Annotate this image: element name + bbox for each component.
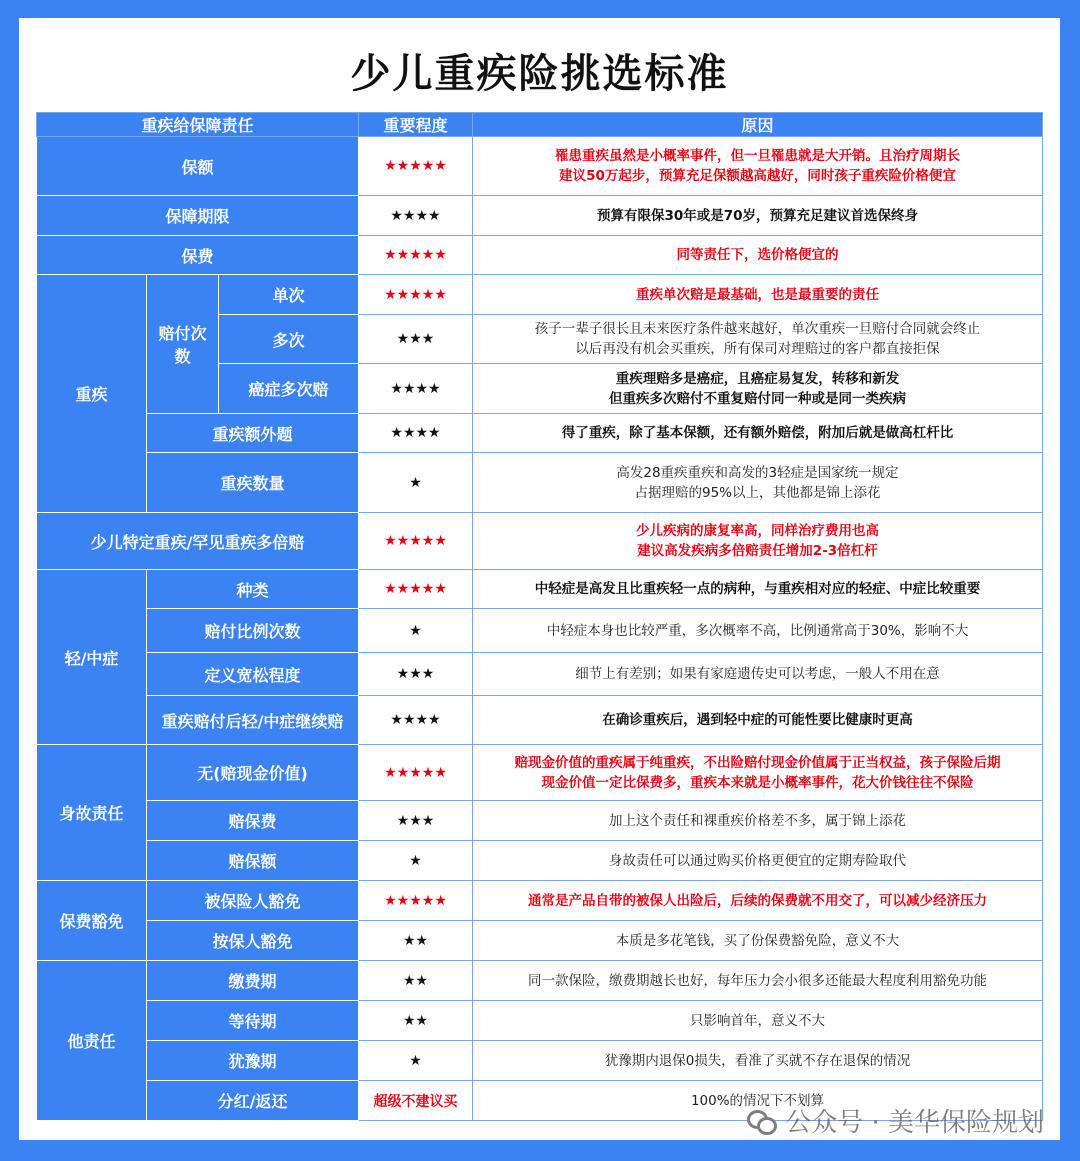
reason-text: 细节上有差别；如果有家庭遗传史可以考虑，一般人不用在意 <box>473 653 1043 696</box>
importance-stars: ★★★★★ <box>359 137 473 196</box>
row-label: 保额 <box>37 137 359 196</box>
table-header-row <box>37 113 1043 137</box>
row-label: 少儿特定重疾/罕见重疾多倍赔 <box>37 513 359 570</box>
row-label: 按保人豁免 <box>147 921 359 961</box>
table-row <box>37 961 1043 1001</box>
reason-text: 中轻症本身也比较严重，多次概率不高，比例通常高于30%，影响不大 <box>473 609 1043 653</box>
category-death-benefit: 身故责任 <box>37 745 147 881</box>
importance-stars: ★ <box>359 1041 473 1081</box>
importance-stars: ★ <box>359 841 473 881</box>
content-panel <box>19 18 1060 1140</box>
row-label: 赔付比例次数 <box>147 609 359 653</box>
criteria-table <box>36 112 1043 1121</box>
table-row <box>37 513 1043 570</box>
row-label: 种类 <box>147 570 359 609</box>
table-row <box>37 696 1043 745</box>
importance-stars: ★★ <box>359 1001 473 1041</box>
row-label: 被保险人豁免 <box>147 881 359 921</box>
table-row <box>37 570 1043 609</box>
table-row <box>37 841 1043 881</box>
row-label: 赔保费 <box>147 801 359 841</box>
importance-stars: ★★★★★ <box>359 236 473 275</box>
table-row <box>37 137 1043 196</box>
row-label: 保障期限 <box>37 196 359 236</box>
reason-text: 犹豫期内退保0损失，看准了买就不存在退保的情况 <box>473 1041 1043 1081</box>
table-row <box>37 653 1043 696</box>
category-premium-waiver: 保费豁免 <box>37 881 147 961</box>
row-label: 定义宽松程度 <box>147 653 359 696</box>
reason-text: 同一款保险，缴费期越长也好，每年压力会小很多还能最大程度利用豁免功能 <box>473 961 1043 1001</box>
table-row <box>37 801 1043 841</box>
reason-text: 孩子一辈子很长且未来医疗条件越来越好，单次重疾一旦赔付合同就会终止 以后再没有机会买重疾，所有保司对理赔过的客户都直接拒保 <box>473 315 1043 364</box>
page-title: 少儿重疾险挑选标准 <box>350 51 729 97</box>
importance-stars: ★ <box>359 453 473 513</box>
row-label: 保费 <box>37 236 359 275</box>
reason-text: 得了重疾，除了基本保额，还有额外赔偿，附加后就是做高杠杆比 <box>473 414 1043 453</box>
table-row <box>37 196 1043 236</box>
importance-stars: ★★★★★ <box>359 570 473 609</box>
subcategory-payout-times: 赔付次数 <box>147 275 219 414</box>
row-label: 无(赔现金价值) <box>147 745 359 801</box>
reason-text: 只影响首年，意义不大 <box>473 1001 1043 1041</box>
reason-text: 罹患重疾虽然是小概率事件，但一旦罹患就是大开销。且治疗周期长 建议50万起步，预算充足保额越高越好，同时孩子重疾险价格便宜 <box>473 137 1043 196</box>
reason-text: 预算有限保30年或是70岁，预算充足建议首选保终身 <box>473 196 1043 236</box>
importance-stars: ★★★ <box>359 315 473 364</box>
watermark <box>747 1102 1044 1139</box>
category-critical-illness: 重疾 <box>37 275 147 513</box>
reason-text: 在确诊重疾后，遇到轻中症的可能性要比健康时更高 <box>473 696 1043 745</box>
importance-stars: ★ <box>359 609 473 653</box>
row-label: 重疾赔付后轻/中症继续赔 <box>147 696 359 745</box>
row-label: 多次 <box>219 315 359 364</box>
importance-stars: ★★★★ <box>359 696 473 745</box>
importance-stars: ★★★★★ <box>359 745 473 801</box>
row-label: 等待期 <box>147 1001 359 1041</box>
row-label: 赔保额 <box>147 841 359 881</box>
table-row <box>37 236 1043 275</box>
table-row <box>37 1001 1043 1041</box>
reason-text: 同等责任下，选价格便宜的 <box>473 236 1043 275</box>
header-importance: 重要程度 <box>359 113 473 137</box>
reason-text: 重疾理赔多是癌症，且癌症易复发，转移和新发 但重疾多次赔付不重复赔付同一种或是同一类疾病 <box>473 364 1043 414</box>
table-row <box>37 609 1043 653</box>
reason-text: 赔现金价值的重疾属于纯重疾，不出险赔付现金价值属于正当权益，孩子保险后期 现金价值一定比保费多，重疾本来就是小概率事件，花大价钱往往不保险 <box>473 745 1043 801</box>
row-label: 重疾数量 <box>147 453 359 513</box>
importance-stars: ★★★★ <box>359 414 473 453</box>
header-responsibility: 重疾给保障责任 <box>37 113 359 137</box>
row-label: 癌症多次赔 <box>219 364 359 414</box>
reason-text: 重疾单次赔是最基础，也是最重要的责任 <box>473 275 1043 315</box>
watermark-text: 公众号 · 美华保险规划 <box>785 1108 1044 1138</box>
importance-stars: ★★★★★ <box>359 275 473 315</box>
row-label: 重疾额外题 <box>147 414 359 453</box>
wechat-icon <box>747 1108 777 1134</box>
importance-stars: ★★★ <box>359 801 473 841</box>
table-row <box>37 1041 1043 1081</box>
importance-stars: ★★★ <box>359 653 473 696</box>
table-row <box>37 921 1043 961</box>
row-label: 犹豫期 <box>147 1041 359 1081</box>
importance-stars: ★★ <box>359 961 473 1001</box>
row-label: 分红/返还 <box>147 1081 359 1121</box>
reason-text: 本质是多花笔钱，买了份保费豁免险，意义不大 <box>473 921 1043 961</box>
reason-text: 身故责任可以通过购买价格更便宜的定期寿险取代 <box>473 841 1043 881</box>
reason-text: 加上这个责任和裸重疾价格差不多，属于锦上添花 <box>473 801 1043 841</box>
table-row <box>37 453 1043 513</box>
reason-text: 高发28重疾重疾和高发的3轻症是国家统一规定 占据理赔的95%以上，其他都是锦上添花 <box>473 453 1043 513</box>
header-reason: 原因 <box>473 113 1043 137</box>
row-label: 缴费期 <box>147 961 359 1001</box>
reason-text: 通常是产品自带的被保人出险后，后续的保费就不用交了，可以减少经济压力 <box>473 881 1043 921</box>
reason-text: 中轻症是高发且比重疾轻一点的病种，与重疾相对应的轻症、中症比较重要 <box>473 570 1043 609</box>
table-row <box>37 414 1043 453</box>
importance-stars: ★★★★ <box>359 196 473 236</box>
reason-text: 少儿疾病的康复率高，同样治疗费用也高 建议高发疾病多倍赔责任增加2-3倍杠杆 <box>473 513 1043 570</box>
importance-stars: ★★★★★ <box>359 513 473 570</box>
row-label: 单次 <box>219 275 359 315</box>
importance-stars: 超级不建议买 <box>359 1081 473 1121</box>
reason-text: 100%的情况下不划算 <box>473 1081 1043 1121</box>
category-other-responsibility: 他责任 <box>37 961 147 1121</box>
importance-stars: ★★ <box>359 921 473 961</box>
category-mild-moderate: 轻/中症 <box>37 570 147 745</box>
table-row <box>37 275 1043 315</box>
importance-stars: ★★★★★ <box>359 881 473 921</box>
table-row <box>37 881 1043 921</box>
table-row <box>37 745 1043 801</box>
importance-stars: ★★★★ <box>359 364 473 414</box>
